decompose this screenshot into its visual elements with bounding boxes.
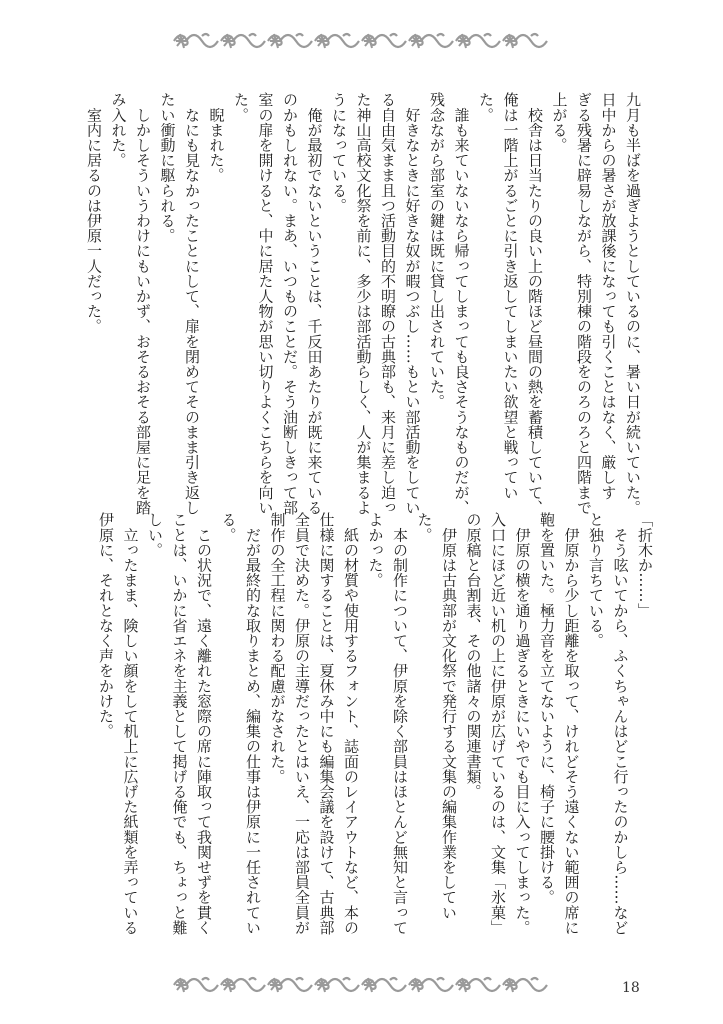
text-column: なにも見なかったことにして、扉を閉めてそのまま引き返し [183,92,201,515]
text-column: 残念ながら部室の鍵は既に貸し出されていた。 [428,92,446,410]
swirl-ornament-icon [456,978,500,992]
swirl-ornament-icon [221,978,265,992]
text-column: た。 [477,92,495,123]
swirl-ornament-icon [503,34,547,48]
text-column: 伊原から少し距離を取って、けれどそう遠くない範囲の席に [562,512,581,935]
text-column: のかもしれない。まあ、いつものことだ。そう油断しきって部 [281,92,299,515]
text-column: 日中からの暑さが放課後になっても引くことはなく、厳しす [599,92,618,500]
text-column: 入口にほど近い机の上に伊原が広げているのは、文集「氷菓」 [489,512,507,935]
text-column: 鞄を置いた。極力音を立てないように、椅子に腰掛ける。 [538,512,556,905]
text-column: たい衝動に駆られる。 [158,92,177,243]
text-column: 伊原の横を通り過ぎるときにいやでも目に入ってしまった。 [513,512,532,935]
text-column: ぎる残暑に辟易しながら、特別棟の階段をのろのろと四階まで [575,92,593,515]
text-column: た。 [415,512,434,543]
swirl-ornament-icon [409,978,453,992]
swirl-ornament-icon [174,978,218,992]
text-column: と独り言ちている。 [587,512,605,648]
swirl-ornament-icon [503,978,547,992]
body-text-upper [82,92,646,515]
text-column: た。 [232,92,250,123]
text-column: 九月も半ばを過ぎようとしているのに、暑い日が続いていた。 [624,92,642,515]
text-column: 本の制作について、伊原を除く部員はほとんど無知と言って [391,512,409,935]
text-column: 立ったまま、険しい顔をして机上に広げた紙類を弄っている [121,512,140,935]
decorative-border-bottom [172,972,550,998]
swirl-ornament-icon [268,978,312,992]
text-column: 好きなときに好きな奴が暇つぶし……もとい部活動をしてい [403,92,422,515]
text-column: る自由気まま且つ活動目的不明瞭の古典部も、来月に差し迫っ [379,92,397,515]
text-column: うになっている。 [330,92,348,213]
text-column: 仕様に関することは、夏休み中にも編集会議を設けて、古典部 [317,512,336,935]
swirl-ornament-icon [221,34,265,48]
page-number: 18 [622,980,640,996]
text-column: 睨まれた。 [207,92,226,183]
body-text-lower [94,512,658,935]
text-column: 上がる。 [550,92,569,153]
text-column: しかしそういうわけにもいかず、おそるおそる部屋に足を踏 [134,92,152,515]
text-column: この状況で、遠く離れた窓際の席に陣取って我関せずを貫く [195,512,213,935]
swirl-ornament-icon [456,34,500,48]
swirl-ornament-icon [174,34,218,48]
text-column: る。 [219,512,238,543]
text-column: よかった。 [366,512,385,588]
text-column: 紙の材質や使用するフォント、誌面のレイアウトなど、本の [342,512,360,935]
text-column: の原稿と台割表、その他諸々の関連書類。 [464,512,483,799]
text-column: だが最終的な取りまとめ、編集の仕事は伊原に一任されてい [244,512,262,935]
text-column: 「折木か……」 [636,512,654,618]
text-column: 伊原に、それとなく声をかけた。 [97,512,115,739]
swirl-ornament-icon [362,978,406,992]
text-column: ことは、いかに省エネを主義として掲げる俺でも、ちょっと難 [170,512,189,935]
text-column: 室の扉を開けると、中に居た人物が思い切りよくこちらを向い [256,92,275,515]
text-column: 全員で決めた。伊原の主導だったとはいえ、一応は部員全員が [293,512,311,935]
text-column: 校舎は日当たりの良い上の階ほど昼間の熱を蓄積していて、 [526,92,544,515]
text-column: 室内に居るのは伊原一人だった。 [85,92,103,334]
text-column: 俺が最初でないということは、千反田あたりが既に来ている [305,92,324,515]
text-column: み入れた。 [109,92,128,168]
text-column: 俺は一階上がるごとに引き返してしまいたい欲望と戦ってい [501,92,520,500]
swirl-ornament-icon [315,978,359,992]
text-column: 制作の全工程に関わる配慮がなされた。 [268,512,287,784]
text-column: そう呟いてから、ふくちゃんはどこ行ったのかしら……など [611,512,630,935]
decorative-border-top [172,28,550,54]
text-column: しい。 [146,512,164,558]
swirl-ornament-icon [409,34,453,48]
swirl-ornament-icon [362,34,406,48]
text-column: 伊原は古典部が文化祭で発行する文集の編集作業をしてい [440,512,458,920]
swirl-ornament-icon [268,34,312,48]
swirl-ornament-icon [315,34,359,48]
text-column: 誰も来ていないなら帰ってしまっても良さそうなものだが、 [452,92,471,515]
text-column: た神山高校文化祭を前に、多少は部活動らしく、人が集まるよ [354,92,373,515]
